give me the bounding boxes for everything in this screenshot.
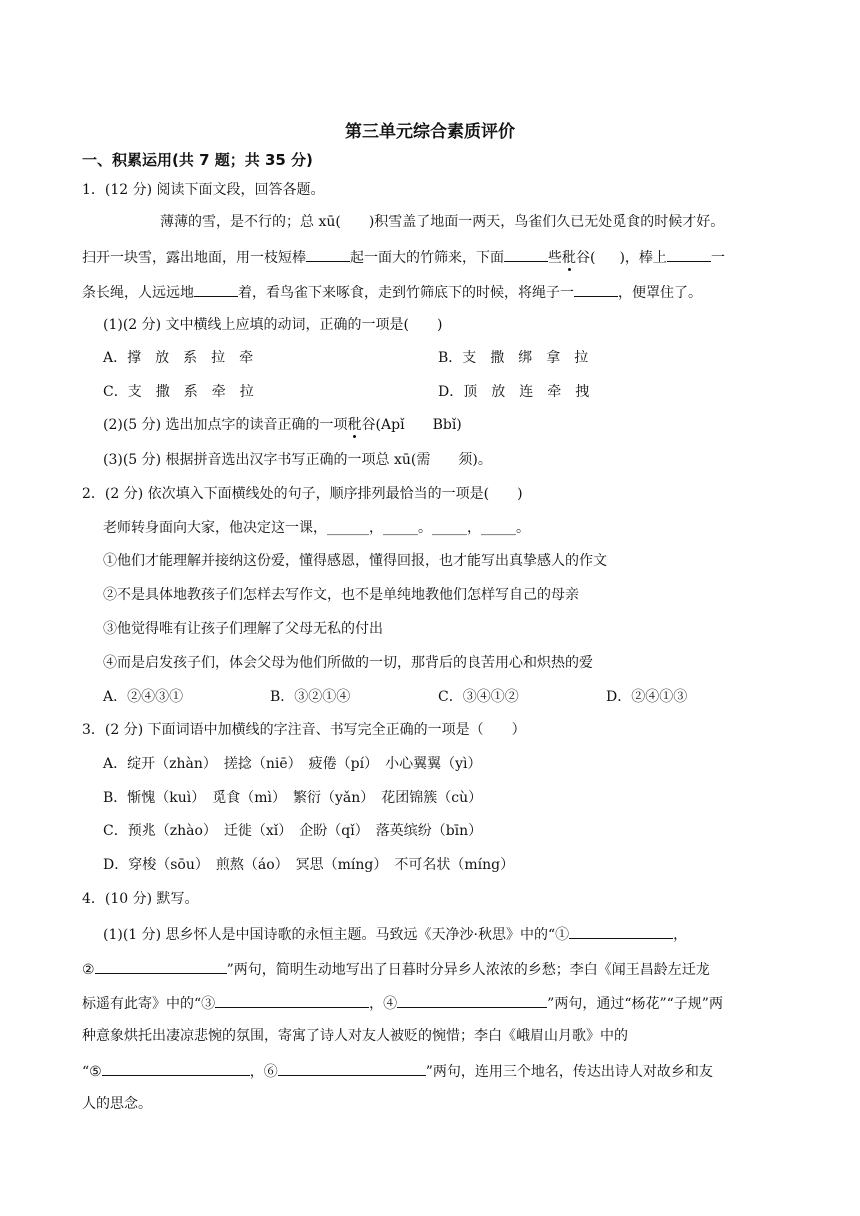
dictation-text: ②: [82, 962, 95, 978]
sentence-item-2: ②不是具体地教孩子们怎样去写作文，也不是单纯地教他们怎样写自己的母亲: [103, 587, 579, 603]
passage-text: 谷(: [576, 250, 596, 266]
fill-blank: [306, 246, 350, 262]
option-d[interactable]: D．②④①③: [606, 689, 688, 705]
dictation-text: “⑤: [82, 1064, 102, 1080]
sub-question-text: (2)(5 分) 选出加点字的读音正确的一项: [103, 417, 348, 433]
dotted-char: 秕: [347, 417, 362, 433]
dictation-text: (1)(1 分) 思乡怀人是中国诗歌的永恒主题。马致远《天净沙·秋思》中的“①: [103, 927, 570, 943]
passage-line-1: [160, 212, 724, 232]
dictation-text: ”两句，连用三个地名，传达出诗人对故乡和友: [425, 1064, 713, 1080]
sentence-item-4: ④而是启发孩子们，体会父母为他们所做的一切，那背后的良苦用心和炽热的爱: [103, 655, 593, 671]
question-2-head: 2．(2 分) 依次填入下面横线处的句子，顺序排列最恰当的一项是( ): [82, 486, 523, 502]
sub-question-text: 谷(Apǐ Bbǐ): [361, 417, 462, 433]
fill-blank: [574, 281, 618, 297]
dictation-line-1: [103, 923, 687, 945]
passage-text: 条长绳，人远远地: [82, 285, 194, 301]
dictation-line-6: 人的思念。: [82, 1096, 152, 1112]
sentence-item-1: ①他们才能理解并接纳这份爱，懂得感恩，懂得回报，也才能写出真挚感人的作文: [103, 553, 607, 569]
sentence-item-3: ③他觉得唯有让孩子们理解了父母无私的付出: [103, 621, 383, 637]
dictation-text: ，: [673, 927, 688, 943]
passage-text: )，棒上: [619, 250, 667, 266]
answer-blank[interactable]: [397, 992, 547, 1008]
option-d[interactable]: D．穿梭（sōu） 煎熬（áo） 冥思（míng） 不可名状（míng）: [103, 857, 515, 873]
sub-question-1-3: (3)(5 分) 根据拼音选出汉字书写正确的一项总 xū(需 须)。: [103, 452, 492, 468]
section-heading: 一、积累运用(共 7 题；共 35 分): [82, 151, 313, 169]
passage-line-2: [82, 246, 725, 268]
answer-blank[interactable]: [215, 992, 369, 1008]
passage-text: )积雪盖了地面一两天，鸟雀们久已无处觅食的时候才好。: [368, 214, 725, 230]
passage-text: 一: [710, 250, 725, 266]
answer-blank[interactable]: [278, 1060, 426, 1076]
dictation-line-5: [82, 1060, 713, 1082]
question-2-lead: 老师转身面向大家，他决定这一课，______，_____。_____，_____。: [103, 520, 530, 536]
dictation-text: ，⑥: [249, 1064, 278, 1080]
sub-question-1-2: [103, 415, 462, 435]
passage-text: 起一面大的竹筛来，下面: [350, 250, 504, 266]
passage-text: 扫开一块雪，露出地面，用一枝短棒: [82, 250, 306, 266]
option-d[interactable]: D．顶 放 连 牵 拽: [438, 384, 590, 400]
dictation-line-4: 种意象烘托出凄凉悲惋的氛围，寄寓了诗人对友人被贬的惋惜；李白《峨眉山月歌》中的: [82, 1028, 628, 1044]
passage-text: 些: [548, 250, 562, 266]
page-title: 第三单元综合素质评价: [345, 122, 515, 142]
option-b[interactable]: B．支 撒 绑 拿 拉: [438, 350, 589, 366]
sub-question-1-1: (1)(2 分) 文中横线上应填的动词，正确的一项是( ): [103, 317, 443, 333]
dictation-line-2: [82, 958, 710, 980]
dictation-text: ”两句，简明生动地写出了日暮时分异乡人浓浓的乡愁；李白《闻王昌龄左迁龙: [226, 962, 710, 978]
option-c[interactable]: C．③④①②: [438, 689, 519, 705]
dictation-text: 标遥有此寄》中的“③: [82, 996, 216, 1012]
question-3-head: 3．(2 分) 下面词语中加横线的字注音、书写完全正确的一项是（ ）: [82, 722, 526, 738]
passage-line-3: [82, 281, 702, 303]
option-b[interactable]: B．惭愧（kuì） 觅食（mì） 繁衍（yǎn） 花团锦簇（cù）: [103, 790, 483, 806]
dictation-text: ，④: [369, 996, 398, 1012]
fill-blank: [194, 281, 238, 297]
dotted-char: 秕: [562, 250, 576, 266]
answer-blank[interactable]: [569, 923, 673, 939]
fill-blank: [504, 246, 548, 262]
dictation-text: ”两句，通过“杨花”“子规”两: [547, 996, 723, 1012]
answer-blank[interactable]: [95, 958, 227, 974]
question-1-head: 1．(12 分) 阅读下面文段，回答各题。: [82, 182, 325, 198]
passage-text: ，便罩住了。: [618, 285, 702, 301]
option-a[interactable]: A．②④③①: [103, 689, 184, 705]
option-a[interactable]: A．绽开（zhàn） 搓捻（niē） 疲倦（pí） 小心翼翼（yì）: [103, 756, 482, 772]
fill-blank: [667, 246, 711, 262]
passage-text: 薄薄的雪，是不行的；总 xū(: [160, 214, 341, 230]
option-a[interactable]: A．撑 放 系 拉 牵: [103, 350, 254, 366]
answer-blank[interactable]: [102, 1060, 250, 1076]
option-c[interactable]: C．支 撒 系 牵 拉: [103, 384, 254, 400]
dictation-line-3: [82, 992, 723, 1014]
option-c[interactable]: C．预兆（zhào） 迁徙（xǐ） 企盼（qǐ） 落英缤纷（bīn）: [103, 823, 483, 839]
option-b[interactable]: B．③②①④: [270, 689, 351, 705]
question-4-head: 4．(10 分) 默写。: [82, 891, 199, 907]
passage-text: 着，看鸟雀下来啄食，走到竹筛底下的时候，将绳子一: [238, 285, 574, 301]
